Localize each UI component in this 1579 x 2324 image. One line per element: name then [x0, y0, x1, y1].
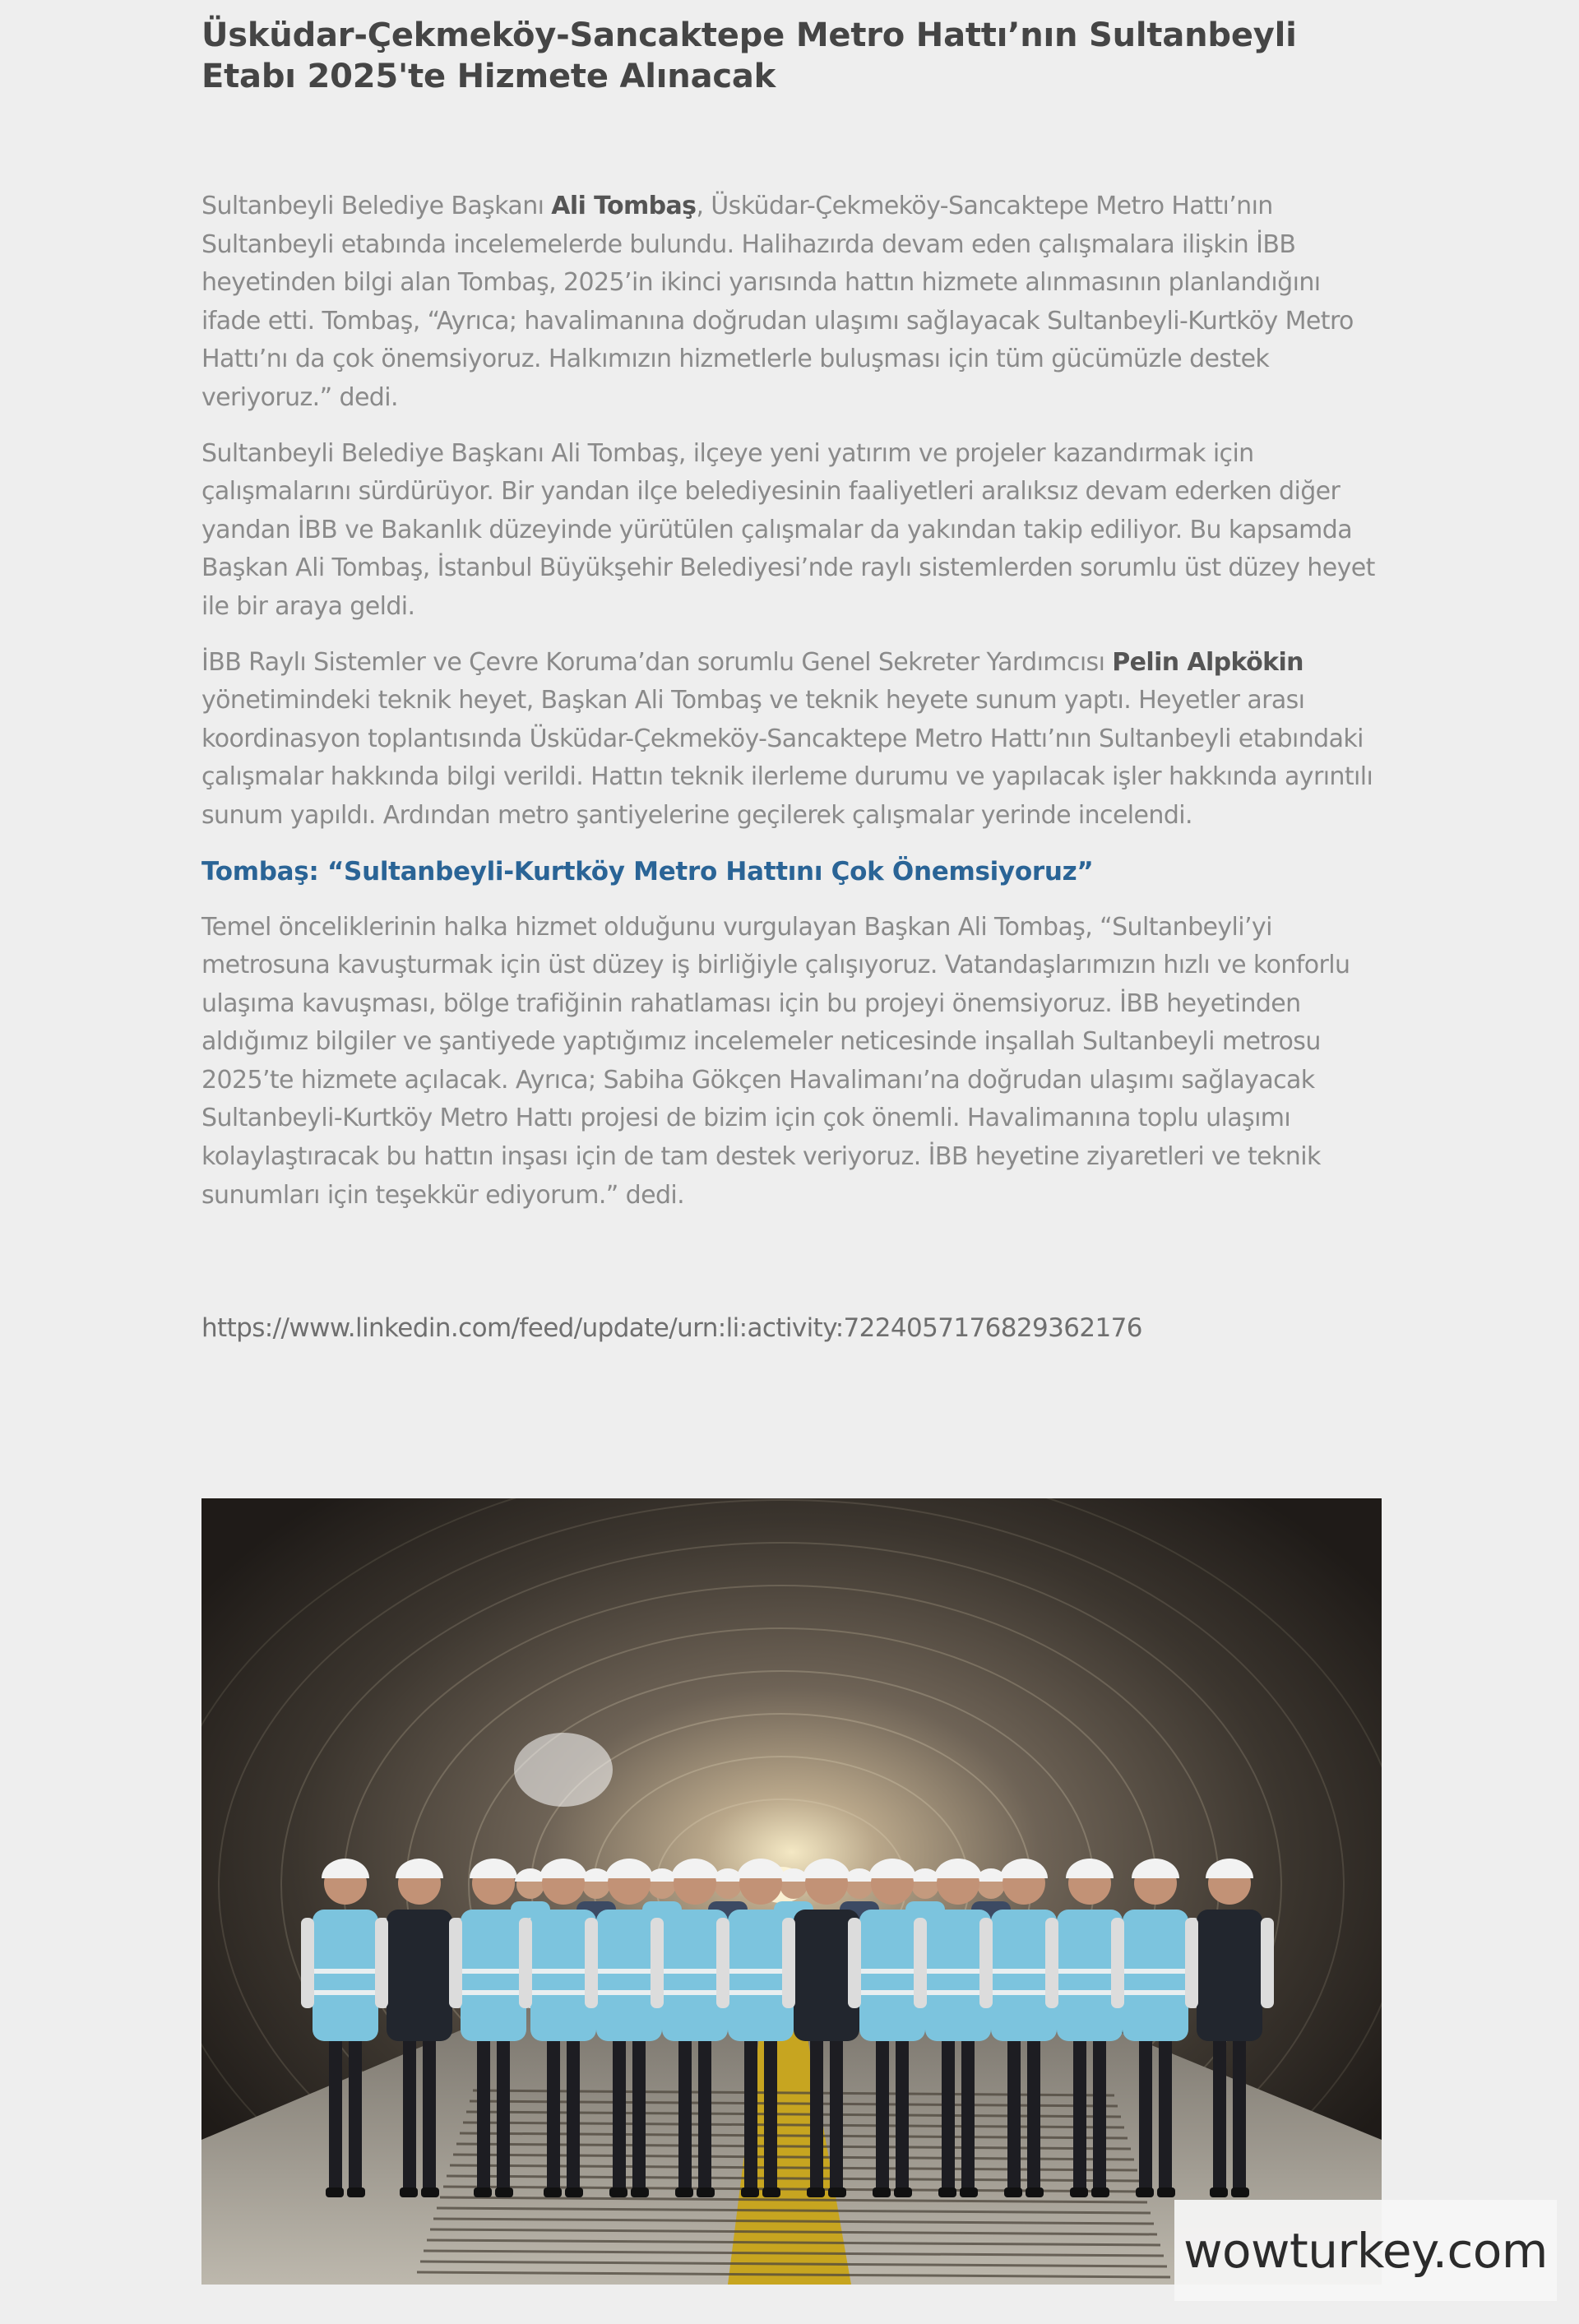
paragraph-2: Sultanbeyli Belediye Başkanı Ali Tombaş, ilçeye yeni yatırım ve projeler kazandırmak için çalışmalarını sürdürüyor. Bir yandan ilçe belediyesinin faaliyetleri aralıksız devam ederken diğer yandan İBB ve Bakanlık düzeyinde yürütülen çalışmalar da yakından takip ediliyor. Bu kapsamda Başkan Ali Tombaş, İstanbul Büyükşehir Belediyesi’nde raylı sistemlerden sorumlu üst düzey heyet ile bir araya geldi. [201, 438, 1375, 621]
p3-text-b: yönetimindeki teknik heyet, Başkan Ali Tombaş ve teknik heyete sunum yaptı. Heyetler arası koordinasyon toplantısında Üsküdar-Çekmeköy-Sancaktepe Metro Hattı’nın Sultanbeyli etabındaki çalışmalar hakkında bilgi verildi. Hattın teknik ilerleme durumu ve yapılacak işler hakkında ayrıntılı sunum yapıldı. Ardından metro şantiyelerine geçilerek çalışmalar yerinde incelendi. [201, 686, 1373, 830]
article-title: Üsküdar-Çekmeköy-Sancaktepe Metro Hattı’nın Sultanbeyli Etabı 2025'te Hizmete Alınacak [201, 16, 1297, 95]
p1-text-b: , Üsküdar-Çekmeköy-Sancaktepe Metro Hattı’nın Sultanbeyli etabında incelemelerde bulundu. Halihazırda devam eden çalışmalara ilişkin İBB heyetinden bilgi alan Tombaş, 2025’in ikinci yarısında hattın hizmete alınmasının planlandığını ifade etti. Tombaş, “Ayrıca; havalimanına doğrudan ulaşımı sağlayacak Sultanbeyli-Kurtköy Metro Hattı’nı da çok önemsiyoruz. Halkımızın hizmetlerle buluşması için tüm gücümüzle destek veriyoruz.” dedi. [201, 192, 1354, 412]
article-subheading: Tombaş: “Sultanbeyli-Kurtköy Metro Hattını Çok Önemsiyoruz” [201, 856, 1094, 887]
watermark [1174, 2200, 1557, 2301]
tunnel-group-photo [201, 1498, 1382, 2285]
paragraph-3 [201, 644, 1386, 836]
paragraph-1 [201, 187, 1386, 418]
source-link[interactable]: https://www.linkedin.com/feed/update/urn:li:activity:7224057176829362176 [201, 1313, 1142, 1343]
article-photo [201, 1498, 1382, 2285]
paragraph-4: Temel önceliklerinin halka hizmet olduğunu vurgulayan Başkan Ali Tombaş, “Sultanbeyli’yi metrosuna kavuşturmak için üst düzey iş birliğiyle çalışıyoruz. Vatandaşlarımızın hızlı ve konforlu ulaşıma kavuşması, bölge trafiğinin rahatlaması için bu projeyi önemsiyoruz. İBB heyetinden aldığımız bilgiler ve şantiyede yaptığımız incelemeler neticesinde inşallah Sultanbeyli metrosu 2025’te hizmete açılacak. Ayrıca; Sabiha Gökçen Havalimanı’na doğrudan ulaşımı sağlayacak Sultanbeyli-Kurtköy Metro Hattı projesi de bizim için çok önemli. Havalimanına toplu ulaşımı kolaylaştıracak bu hattın inşası için de tam destek veriyoruz. İBB heyetine ziyaretleri ve teknik sunumları için teşekkür ediyorum.” dedi. [201, 912, 1350, 1210]
article-body [201, 187, 1386, 1232]
ceiling-light [514, 1733, 613, 1807]
p1-bold-name: Ali Tombaş [551, 192, 697, 220]
watermark-text: wowturkey.com [1183, 2222, 1548, 2279]
p3-text-a: İBB Raylı Sistemler ve Çevre Koruma’dan sorumlu Genel Sekreter Yardımcısı [201, 647, 1113, 677]
p3-bold-name: Pelin Alpkökin [1112, 647, 1303, 677]
p1-text-a: Sultanbeyli Belediye Başkanı [201, 192, 552, 220]
